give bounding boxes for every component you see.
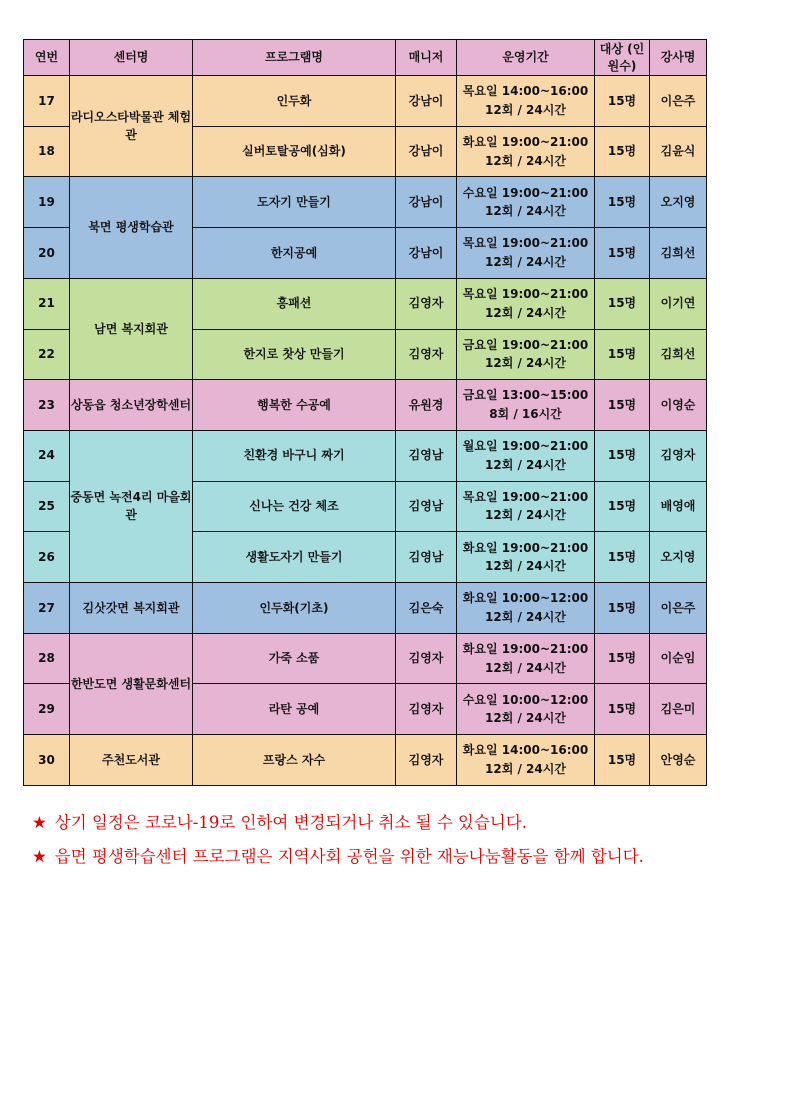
table-row	[24, 76, 707, 127]
program-name: 인두화	[193, 76, 396, 127]
row-number: 27	[24, 583, 70, 634]
row-number: 21	[24, 278, 70, 329]
period-sessions: 12회 / 24시간	[485, 508, 566, 523]
table-row	[24, 278, 707, 329]
program-name: 인두화(기초)	[193, 583, 396, 634]
header-period: 운영기간	[457, 40, 595, 76]
target-count: 15명	[595, 278, 650, 329]
target-count: 15명	[595, 380, 650, 431]
period-sessions: 12회 / 24시간	[485, 711, 566, 726]
target-count: 15명	[595, 583, 650, 634]
operating-period	[457, 278, 595, 329]
manager-name: 김영자	[396, 329, 457, 380]
operating-period	[457, 481, 595, 532]
program-name: 친환경 바구니 짜기	[193, 430, 396, 481]
instructor-name: 이순임	[650, 633, 707, 684]
period-sessions: 12회 / 24시간	[485, 559, 566, 574]
table-row	[24, 583, 707, 634]
star-icon: ★	[32, 847, 47, 866]
table-row	[24, 380, 707, 431]
row-number: 24	[24, 430, 70, 481]
operating-period	[457, 126, 595, 177]
row-number: 18	[24, 126, 70, 177]
instructor-name: 이영순	[650, 380, 707, 431]
center-name: 중동면 녹전4리 마을회관	[70, 430, 193, 582]
instructor-name: 오지영	[650, 177, 707, 228]
target-count: 15명	[595, 228, 650, 279]
manager-name: 김영자	[396, 633, 457, 684]
star-icon: ★	[32, 813, 47, 832]
instructor-name: 김윤식	[650, 126, 707, 177]
notice-line-1	[32, 809, 527, 833]
period-schedule: 월요일 19:00~21:00	[462, 439, 589, 454]
manager-name: 김은숙	[396, 583, 457, 634]
instructor-name: 안영순	[650, 735, 707, 786]
manager-name: 강남이	[396, 228, 457, 279]
instructor-name: 이기연	[650, 278, 707, 329]
period-sessions: 12회 / 24시간	[485, 102, 566, 117]
manager-name: 강남이	[396, 76, 457, 127]
target-count: 15명	[595, 633, 650, 684]
period-sessions: 12회 / 24시간	[485, 305, 566, 320]
header-program: 프로그램명	[193, 40, 396, 76]
program-name: 한지공예	[193, 228, 396, 279]
operating-period	[457, 735, 595, 786]
instructor-name: 김은미	[650, 684, 707, 735]
header-manager: 매니저	[396, 40, 457, 76]
program-name: 생활도자기 만들기	[193, 532, 396, 583]
row-number: 26	[24, 532, 70, 583]
row-number: 29	[24, 684, 70, 735]
program-name: 행복한 수공예	[193, 380, 396, 431]
operating-period	[457, 532, 595, 583]
target-count: 15명	[595, 532, 650, 583]
period-schedule: 화요일 19:00~21:00	[462, 641, 589, 656]
instructor-name: 김영자	[650, 430, 707, 481]
header-center: 센터명	[70, 40, 193, 76]
period-schedule: 수요일 19:00~21:00	[462, 185, 589, 200]
program-name: 신나는 건강 체조	[193, 481, 396, 532]
row-number: 17	[24, 76, 70, 127]
target-count: 15명	[595, 329, 650, 380]
period-schedule: 화요일 19:00~21:00	[462, 540, 589, 555]
table-row	[24, 633, 707, 684]
header-target: 대상 (인원수)	[595, 40, 650, 76]
operating-period	[457, 684, 595, 735]
notice-text: 읍면 평생학습센터 프로그램은 지역사회 공헌을 위한 재능나눔활동을 함께 합니다.	[54, 847, 644, 866]
table-row	[24, 177, 707, 228]
period-schedule: 화요일 10:00~12:00	[462, 591, 589, 606]
instructor-name: 이은주	[650, 76, 707, 127]
manager-name: 김영자	[396, 278, 457, 329]
manager-name: 김영남	[396, 430, 457, 481]
program-name: 한지로 찻상 만들기	[193, 329, 396, 380]
program-schedule-table	[23, 39, 707, 786]
period-schedule: 금요일 19:00~21:00	[462, 337, 589, 352]
period-schedule: 목요일 19:00~21:00	[462, 236, 589, 251]
operating-period	[457, 633, 595, 684]
center-name: 주천도서관	[70, 735, 193, 786]
instructor-name: 배영애	[650, 481, 707, 532]
period-schedule: 목요일 19:00~21:00	[462, 489, 589, 504]
row-number: 20	[24, 228, 70, 279]
target-count: 15명	[595, 430, 650, 481]
operating-period	[457, 583, 595, 634]
period-sessions: 8회 / 16시간	[489, 407, 562, 422]
manager-name: 강남이	[396, 126, 457, 177]
target-count: 15명	[595, 126, 650, 177]
row-number: 30	[24, 735, 70, 786]
period-sessions: 12회 / 24시간	[485, 457, 566, 472]
target-count: 15명	[595, 481, 650, 532]
operating-period	[457, 76, 595, 127]
center-name: 김삿갓면 복지회관	[70, 583, 193, 634]
program-name: 라탄 공예	[193, 684, 396, 735]
period-sessions: 12회 / 24시간	[485, 762, 566, 777]
period-sessions: 12회 / 24시간	[485, 609, 566, 624]
manager-name: 유원경	[396, 380, 457, 431]
center-name: 남면 복지회관	[70, 278, 193, 379]
operating-period	[457, 380, 595, 431]
center-name: 상동읍 청소년장학센터	[70, 380, 193, 431]
program-name: 흥패션	[193, 278, 396, 329]
period-schedule: 목요일 14:00~16:00	[462, 84, 589, 99]
period-schedule: 수요일 10:00~12:00	[462, 692, 589, 707]
instructor-name: 김희선	[650, 329, 707, 380]
row-number: 23	[24, 380, 70, 431]
row-number: 28	[24, 633, 70, 684]
manager-name: 김영자	[396, 735, 457, 786]
center-name: 라디오스타박물관 체험관	[70, 76, 193, 177]
manager-name: 김영자	[396, 684, 457, 735]
manager-name: 강남이	[396, 177, 457, 228]
period-sessions: 12회 / 24시간	[485, 204, 566, 219]
period-schedule: 목요일 19:00~21:00	[462, 287, 589, 302]
instructor-name: 오지영	[650, 532, 707, 583]
instructor-name: 김희선	[650, 228, 707, 279]
operating-period	[457, 228, 595, 279]
manager-name: 김영남	[396, 532, 457, 583]
period-sessions: 12회 / 24시간	[485, 153, 566, 168]
program-name: 실버토탈공예(심화)	[193, 126, 396, 177]
target-count: 15명	[595, 177, 650, 228]
period-sessions: 12회 / 24시간	[485, 356, 566, 371]
target-count: 15명	[595, 76, 650, 127]
row-number: 25	[24, 481, 70, 532]
row-number: 19	[24, 177, 70, 228]
instructor-name: 이은주	[650, 583, 707, 634]
period-sessions: 12회 / 24시간	[485, 660, 566, 675]
header-instructor: 강사명	[650, 40, 707, 76]
period-schedule: 화요일 19:00~21:00	[462, 134, 589, 149]
manager-name: 김영남	[396, 481, 457, 532]
target-count: 15명	[595, 735, 650, 786]
operating-period	[457, 329, 595, 380]
program-name: 도자기 만들기	[193, 177, 396, 228]
period-schedule: 화요일 14:00~16:00	[462, 743, 589, 758]
header-no: 연번	[24, 40, 70, 76]
notice-text: 상기 일정은 코로나-19로 인하여 변경되거나 취소 될 수 있습니다.	[54, 813, 528, 832]
notice-line-2	[32, 843, 644, 867]
operating-period	[457, 177, 595, 228]
table-row	[24, 430, 707, 481]
program-name: 가죽 소품	[193, 633, 396, 684]
program-name: 프랑스 자수	[193, 735, 396, 786]
target-count: 15명	[595, 684, 650, 735]
center-name: 북면 평생학습관	[70, 177, 193, 278]
table-header-row	[24, 40, 707, 76]
period-sessions: 12회 / 24시간	[485, 254, 566, 269]
row-number: 22	[24, 329, 70, 380]
operating-period	[457, 430, 595, 481]
period-schedule: 금요일 13:00~15:00	[462, 388, 589, 403]
table-row	[24, 735, 707, 786]
center-name: 한반도면 생활문화센터	[70, 633, 193, 734]
